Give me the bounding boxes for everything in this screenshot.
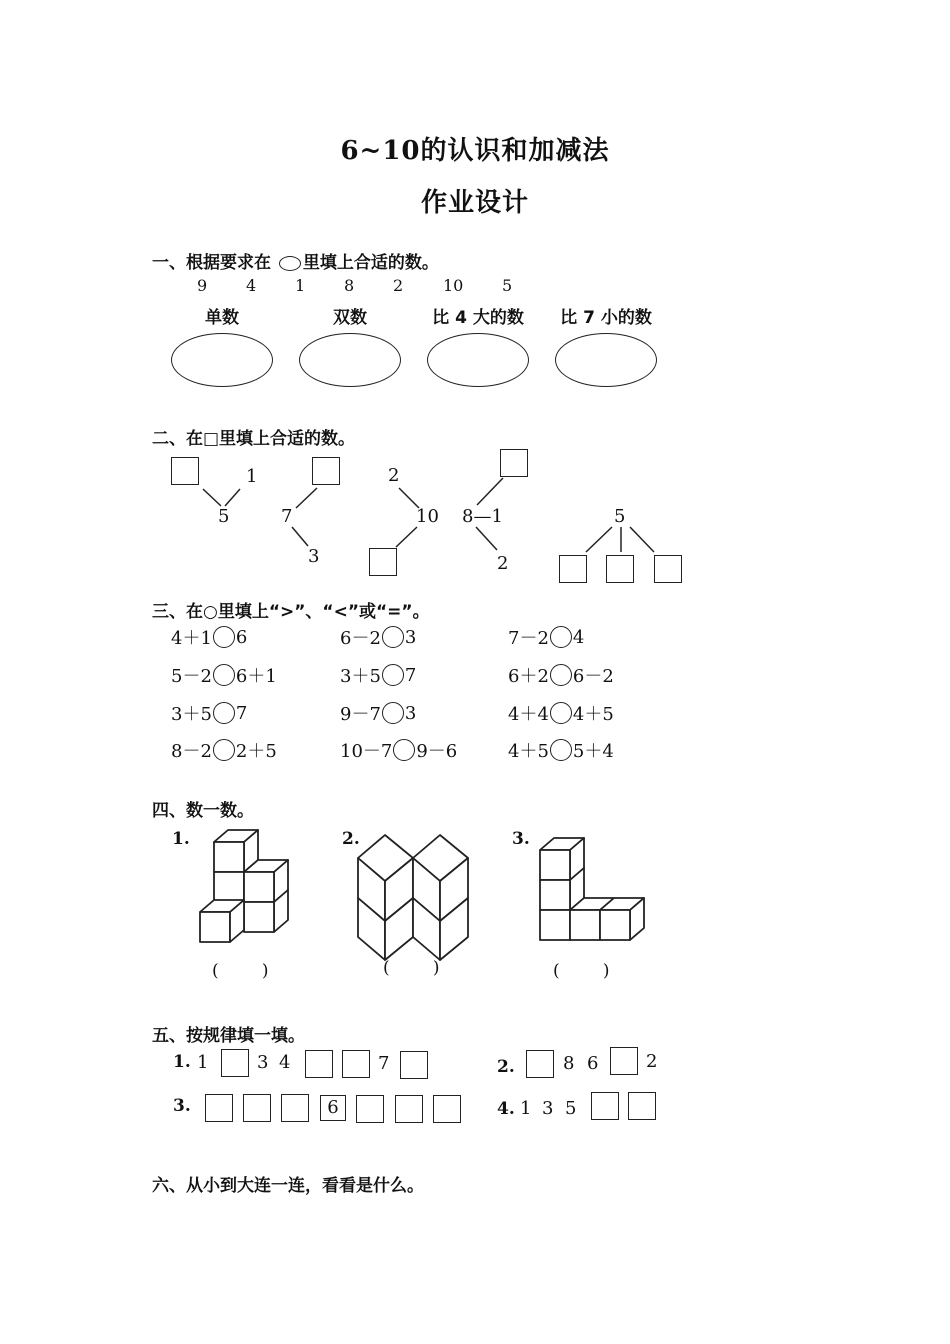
pattern-number: 1 [197, 1052, 209, 1073]
tree-number: 2 [388, 465, 400, 486]
pattern-label: 4. [497, 1099, 515, 1119]
cube-face [540, 880, 570, 910]
pattern-label: 1. [173, 1052, 191, 1072]
pattern-box[interactable] [628, 1092, 656, 1120]
pattern-box[interactable] [526, 1050, 554, 1078]
left-expression: 3＋5 [340, 666, 381, 687]
section-3-heading: 三、在○里填上“>”、“<”或“=”。 [152, 602, 430, 622]
pattern-box[interactable] [305, 1050, 333, 1078]
right-expression: 3 [404, 702, 417, 724]
left-expression: 9－7 [340, 704, 381, 725]
answer-paren[interactable]: ( ) [553, 961, 610, 981]
pattern-number: 7 [378, 1053, 390, 1074]
right-expression: 5＋4 [572, 741, 614, 762]
right-expression: 6 [235, 626, 248, 648]
pattern-number: 1 [520, 1098, 532, 1119]
category-odd: 单数 [205, 308, 239, 328]
pattern-number: 2 [646, 1051, 658, 1072]
cube-face [570, 910, 600, 940]
left-expression: 8－2 [171, 741, 212, 762]
right-expression: 4＋5 [572, 704, 614, 725]
category-greater-4: 比 4 大的数 [432, 308, 524, 328]
section-1-heading-pre: 一、根据要求在 [152, 253, 271, 273]
page-subtitle: 作业设计 [420, 188, 529, 218]
tree-number: 8—1 [462, 506, 503, 527]
tree-number: 2 [497, 553, 509, 574]
right-expression: 6＋1 [235, 666, 277, 687]
given-number: 1 [295, 276, 306, 295]
pattern-box[interactable] [281, 1094, 309, 1122]
cube-face [244, 872, 274, 902]
pattern-box[interactable] [221, 1049, 249, 1077]
tree-number: 7 [281, 506, 293, 527]
left-expression: 7－2 [508, 628, 549, 649]
left-expression: 10－7 [340, 741, 393, 762]
right-expression: 7 [235, 702, 248, 724]
section-6-heading: 六、从小到大连一连，看看是什么。 [152, 1176, 424, 1196]
section-2-heading: 二、在□里填上合适的数。 [152, 429, 356, 449]
pattern-box[interactable] [356, 1095, 384, 1123]
left-expression: 5－2 [171, 666, 212, 687]
given-number: 8 [344, 276, 355, 295]
left-expression: 4＋4 [508, 704, 549, 725]
category-less-7: 比 7 小的数 [560, 308, 652, 328]
given-number: 2 [393, 276, 404, 295]
right-expression: 2＋5 [235, 741, 277, 762]
pattern-number: 3 [257, 1052, 269, 1073]
pattern-number: 5 [565, 1098, 577, 1119]
section-4-heading: 四、数一数。 [152, 801, 254, 821]
tree-number: 10 [416, 506, 439, 527]
cube-face [244, 902, 274, 932]
section-1-heading-post: 里填上合适的数。 [302, 253, 439, 273]
item-label: 3. [512, 829, 530, 849]
cube-face [214, 872, 244, 902]
category-even: 双数 [333, 308, 367, 328]
cube-face [540, 850, 570, 880]
page-title: 6~10的认识和加减法 [340, 136, 610, 166]
pattern-number: 3 [542, 1098, 554, 1119]
given-number: 10 [443, 276, 464, 295]
cube-face [200, 912, 230, 942]
right-expression: 7 [404, 664, 417, 686]
tree-number: 5 [614, 506, 626, 527]
pattern-box[interactable] [342, 1050, 370, 1078]
pattern-box[interactable] [395, 1095, 423, 1123]
pattern-label: 2. [497, 1057, 515, 1077]
item-label: 2. [342, 829, 360, 849]
item-label: 1. [172, 829, 190, 849]
given-number: 4 [246, 276, 257, 295]
section-5-heading: 五、按规律填一填。 [152, 1026, 305, 1046]
left-expression: 4＋5 [508, 741, 549, 762]
cube-face [214, 842, 244, 872]
pattern-box[interactable] [400, 1051, 428, 1079]
cube-face [600, 910, 630, 940]
pattern-box[interactable] [433, 1095, 461, 1123]
pattern-box[interactable] [610, 1047, 638, 1075]
left-expression: 6＋2 [508, 666, 549, 687]
right-expression: 4 [572, 626, 585, 648]
cube-face [540, 910, 570, 940]
left-expression: 6－2 [340, 628, 381, 649]
tree-number: 3 [308, 546, 320, 567]
pattern-box[interactable] [591, 1092, 619, 1120]
pattern-box[interactable] [243, 1094, 271, 1122]
right-expression: 6－2 [572, 666, 614, 687]
pattern-label: 3. [173, 1096, 191, 1116]
given-number: 5 [502, 276, 513, 295]
right-expression: 3 [404, 626, 417, 648]
pattern-number: 4 [279, 1052, 291, 1073]
pattern-box-filled: 6 [320, 1095, 346, 1121]
answer-paren[interactable]: ( ) [383, 958, 440, 978]
right-expression: 9－6 [416, 741, 458, 762]
left-expression: 3＋5 [171, 704, 212, 725]
pattern-number: 8 [563, 1053, 575, 1074]
tree-number: 5 [218, 506, 230, 527]
pattern-number: 6 [587, 1053, 599, 1074]
answer-paren[interactable]: ( ) [212, 961, 269, 981]
given-number: 9 [197, 276, 208, 295]
left-expression: 4＋1 [171, 628, 212, 649]
tree-number: 1 [246, 466, 258, 487]
pattern-box[interactable] [205, 1094, 233, 1122]
